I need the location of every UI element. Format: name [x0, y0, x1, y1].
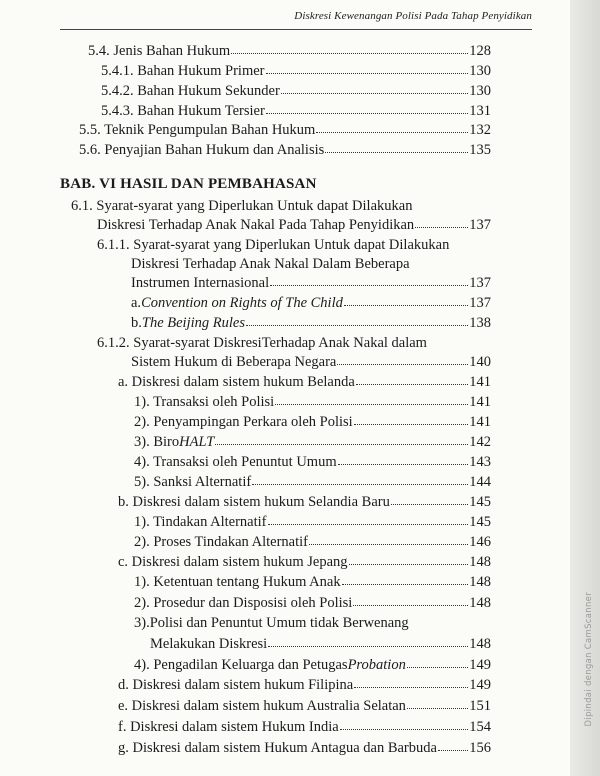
toc-entry — [131, 353, 491, 371]
toc-entry-title: 1). Tindakan Alternatif — [134, 514, 267, 530]
running-header: Diskresi Kewenangan Polisi Pada Tahap Penyidikan — [294, 10, 532, 22]
toc-entry-title: c. Diskresi dalam sistem hukum Jepang — [118, 554, 348, 570]
toc-page-number: 148 — [469, 574, 491, 590]
toc-page-number: 148 — [469, 554, 491, 570]
toc-entry-title: HALT — [179, 434, 215, 450]
toc-entry-line: 6.1. Syarat-syarat yang Diperlukan Untuk dapat Dilakukan — [71, 198, 413, 214]
toc-entry — [150, 635, 491, 653]
toc-entry — [79, 141, 491, 159]
toc-page-number: 130 — [469, 83, 491, 99]
leader-dots — [270, 273, 468, 286]
toc-entry-title: Sistem Hukum di Beberapa Negara — [131, 354, 337, 370]
scanner-watermark: Dipindai dengan CamScanner — [584, 591, 594, 726]
leader-dots — [316, 120, 468, 133]
leader-dots — [354, 412, 468, 425]
toc-page-number: 137 — [469, 275, 491, 291]
toc-entry — [101, 62, 491, 80]
toc-entry — [101, 82, 491, 100]
toc-entry-title: e. Diskresi dalam sistem hukum Australia Selatan — [118, 698, 406, 714]
toc-entry-line: 3).Polisi dan Penuntut Umum tidak Berwenang — [134, 615, 409, 631]
leader-dots — [252, 472, 468, 485]
toc-entry — [118, 553, 491, 571]
leader-dots — [344, 293, 468, 306]
toc-entry-prefix: b. — [131, 315, 142, 331]
toc-page-number: 146 — [469, 534, 491, 550]
chapter-heading: BAB. VI HASIL DAN PEMBAHASAN — [60, 176, 317, 192]
toc-page-number: 145 — [469, 494, 491, 510]
toc-entry-title: d. Diskresi dalam sistem hukum Filipina — [118, 677, 354, 693]
toc-entry-title: 1). Ketentuan tentang Hukum Anak — [134, 574, 341, 590]
toc-entry-title: 5.6. Penyajian Bahan Hukum dan Analisis — [79, 142, 325, 158]
toc-page-number: 141 — [469, 374, 491, 390]
toc-page-number: 137 — [469, 217, 491, 233]
toc-entry — [134, 453, 491, 471]
toc-page-number: 135 — [469, 142, 491, 158]
leader-dots — [281, 81, 468, 94]
leader-dots — [268, 512, 468, 525]
toc-entry — [134, 594, 491, 612]
toc-entry — [134, 413, 491, 431]
toc-entry — [79, 121, 491, 139]
leader-dots — [356, 372, 468, 385]
toc-entry — [118, 718, 491, 736]
toc-page-number: 148 — [469, 636, 491, 652]
toc-page-number: 137 — [469, 295, 491, 311]
toc-entry — [134, 656, 491, 674]
toc-entry-title: The Beijing Rules — [141, 315, 245, 331]
toc-entry-title: f. Diskresi dalam sistem Hukum India — [118, 719, 339, 735]
leader-dots — [337, 352, 468, 365]
leader-dots — [266, 101, 468, 114]
leader-dots — [215, 432, 468, 445]
toc-page-number: 141 — [469, 414, 491, 430]
toc-page-number: 144 — [469, 474, 491, 490]
toc-page-number: 154 — [469, 719, 491, 735]
toc-entry-prefix: 4). Pengadilan Keluarga dan Petugas — [134, 657, 348, 673]
leader-dots — [275, 392, 468, 405]
toc-entry — [134, 573, 491, 591]
header-rule — [60, 29, 532, 30]
leader-dots — [231, 41, 468, 54]
toc-page-number: 130 — [469, 63, 491, 79]
leader-dots — [407, 655, 468, 668]
toc-entry — [101, 102, 491, 120]
toc-entry — [88, 42, 491, 60]
toc-page-number: 149 — [469, 657, 491, 673]
toc-page-number: 149 — [469, 677, 491, 693]
leader-dots — [340, 717, 468, 730]
toc-page-number: 142 — [469, 434, 491, 450]
leader-dots — [407, 696, 468, 709]
toc-entry — [131, 314, 491, 332]
leader-dots — [338, 452, 468, 465]
toc-entry-prefix: 3). Biro — [134, 434, 180, 450]
toc-entry — [97, 216, 491, 234]
toc-entry-title: 5.4.1. Bahan Hukum Primer — [101, 63, 265, 79]
toc-entry — [134, 533, 491, 551]
toc-entry-title: 4). Transaksi oleh Penuntut Umum — [134, 454, 337, 470]
leader-dots — [415, 215, 468, 228]
leader-dots — [438, 738, 468, 751]
toc-entry-title: b. Diskresi dalam sistem hukum Selandia Baru — [118, 494, 390, 510]
toc-entry-title: 1). Transaksi oleh Polisi — [134, 394, 275, 410]
toc-page-number: 128 — [469, 43, 491, 59]
toc-entry-line: 6.1.2. Syarat-syarat DiskresiTerhadap Anak Nakal dalam — [97, 335, 427, 351]
toc-page-number: 145 — [469, 514, 491, 530]
leader-dots — [391, 492, 468, 505]
toc-entry-title: Diskresi Terhadap Anak Nakal Pada Tahap Penyidikan — [97, 217, 415, 233]
toc-page-number: 138 — [469, 315, 491, 331]
toc-entry-title: 5.4.3. Bahan Hukum Tersier — [101, 103, 265, 119]
leader-dots — [353, 593, 468, 606]
toc-entry-line: Diskresi Terhadap Anak Nakal Dalam Beberapa — [131, 256, 410, 272]
toc-entry — [118, 697, 491, 715]
toc-entry — [118, 676, 491, 694]
toc-page-number: 148 — [469, 595, 491, 611]
toc-page-number: 140 — [469, 354, 491, 370]
toc-page-number: 132 — [469, 122, 491, 138]
toc-entry-title: Melakukan Diskresi — [150, 636, 268, 652]
leader-dots — [266, 61, 468, 74]
toc-entry — [134, 473, 491, 491]
toc-entry-title: 2). Prosedur dan Disposisi oleh Polisi — [134, 595, 353, 611]
toc-entry-title: 5.4. Jenis Bahan Hukum — [88, 43, 231, 59]
toc-entry — [118, 493, 491, 511]
toc-entry-title: 5.4.2. Bahan Hukum Sekunder — [101, 83, 280, 99]
toc-entry-title: Instrumen Internasional — [131, 275, 270, 291]
toc-entry-line: 6.1.1. Syarat-syarat yang Diperlukan Untuk dapat Dilakukan — [97, 237, 450, 253]
leader-dots — [349, 552, 468, 565]
leader-dots — [246, 313, 468, 326]
toc-page-number: 151 — [469, 698, 491, 714]
leader-dots — [309, 532, 468, 545]
toc-entry-title: 2). Penyampingan Perkara oleh Polisi — [134, 414, 353, 430]
toc-entry — [118, 739, 491, 757]
toc-entry — [131, 274, 491, 292]
toc-entry-title: 2). Proses Tindakan Alternatif — [134, 534, 308, 550]
toc-entry-title: Probation — [347, 657, 406, 673]
toc-page-number: 143 — [469, 454, 491, 470]
toc-entry — [118, 373, 491, 391]
leader-dots — [268, 634, 468, 647]
leader-dots — [342, 572, 468, 585]
toc-entry — [131, 294, 491, 312]
toc-page-number: 156 — [469, 740, 491, 756]
toc-entry-title: 5.5. Teknik Pengumpulan Bahan Hukum — [79, 122, 316, 138]
leader-dots — [325, 140, 468, 153]
toc-entry-title: g. Diskresi dalam sistem Hukum Antagua dan Barbuda — [118, 740, 437, 756]
toc-page-number: 131 — [469, 103, 491, 119]
leader-dots — [354, 675, 468, 688]
toc-entry-title: Convention on Rights of The Child — [141, 295, 343, 311]
toc-entry-title: a. Diskresi dalam sistem hukum Belanda — [118, 374, 355, 390]
toc-entry — [134, 513, 491, 531]
toc-entry-title: 5). Sanksi Alternatif — [134, 474, 252, 490]
toc-entry — [134, 433, 491, 451]
toc-entry-prefix: a. — [131, 295, 142, 311]
toc-entry — [134, 393, 491, 411]
toc-page-number: 141 — [469, 394, 491, 410]
